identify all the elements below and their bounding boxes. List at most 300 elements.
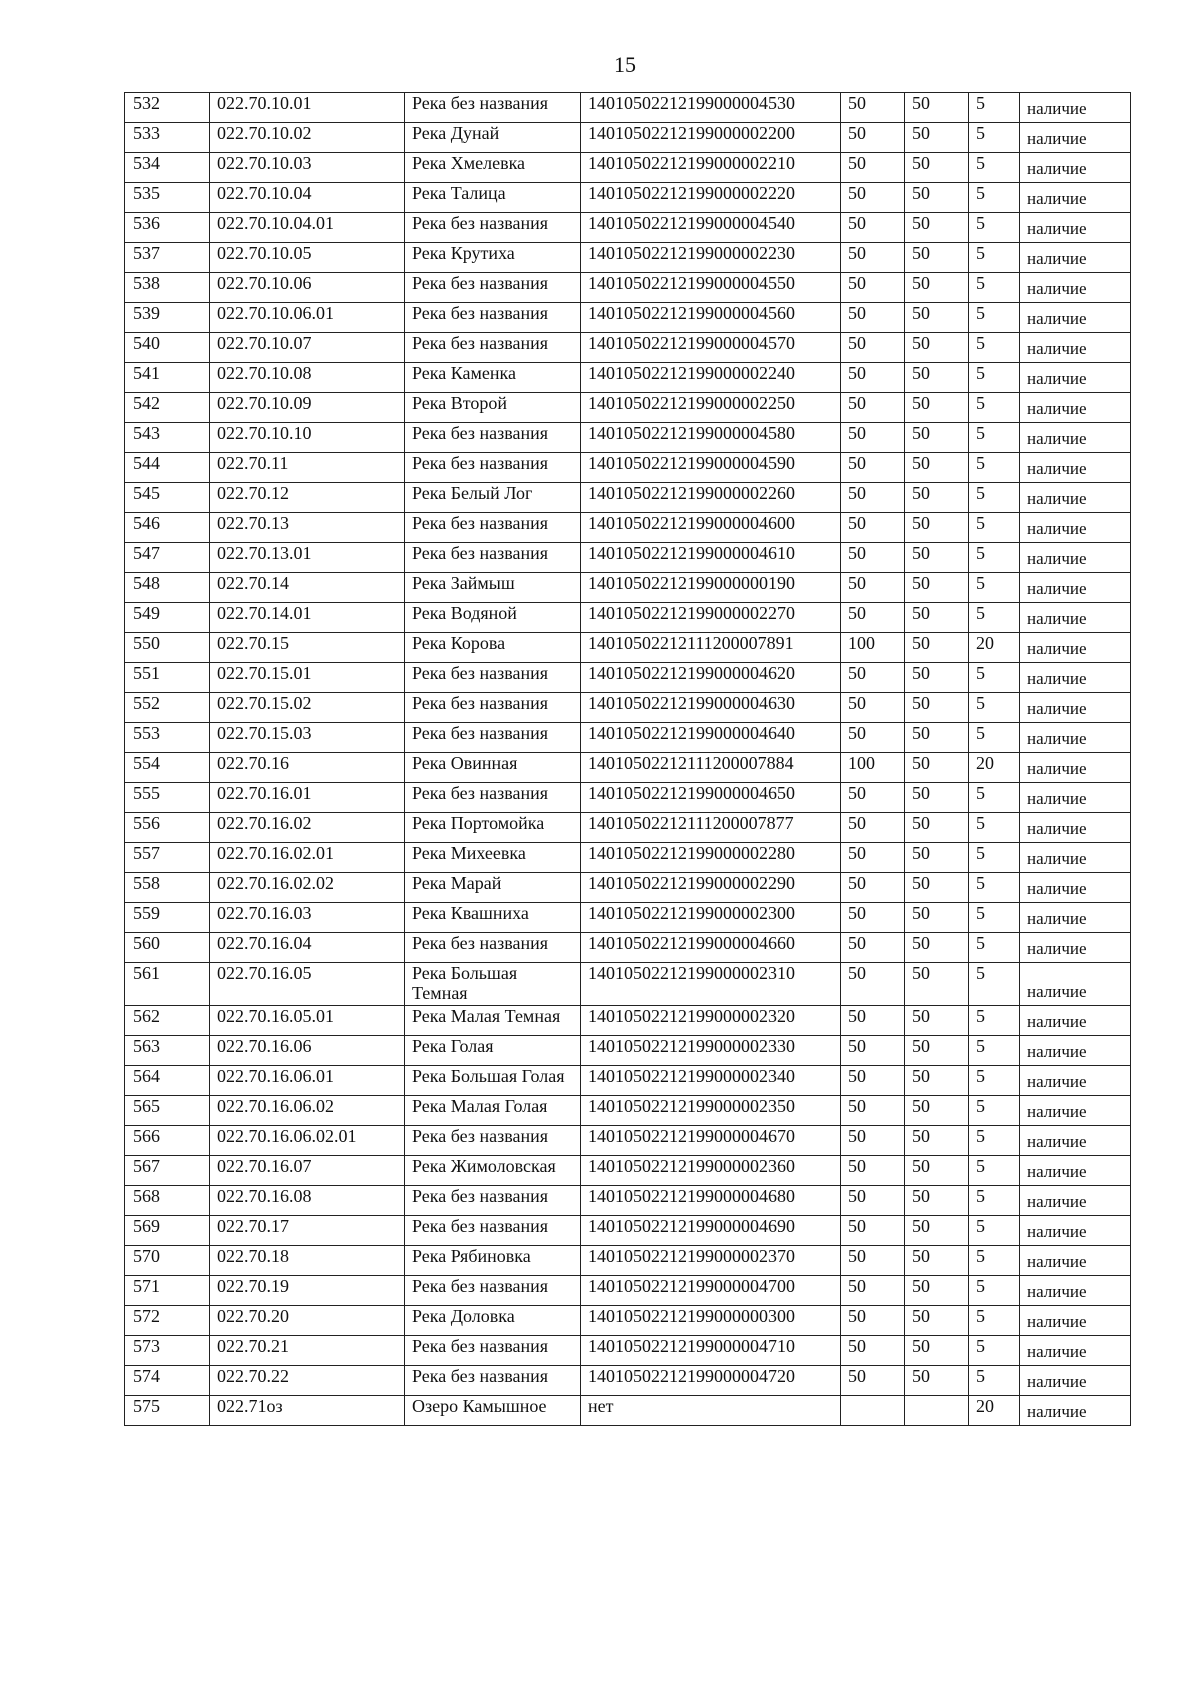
value-3-cell: 5	[969, 1096, 1020, 1126]
status-cell: наличие	[1020, 603, 1131, 633]
code-cell: 022.70.17	[210, 1216, 405, 1246]
value-2-cell: 50	[905, 753, 969, 783]
value-1-cell: 50	[841, 1186, 905, 1216]
water-body-name-cell: Река Большая Голая	[405, 1066, 581, 1096]
value-1-cell: 50	[841, 513, 905, 543]
water-body-name-cell: Река Займыш	[405, 573, 581, 603]
water-body-name-cell: Река Талица	[405, 183, 581, 213]
table-row	[125, 903, 1131, 933]
row-number-cell: 568	[125, 1186, 210, 1216]
value-3-cell: 5	[969, 963, 1020, 1006]
code-cell: 022.70.16.02	[210, 813, 405, 843]
table-row	[125, 1276, 1131, 1306]
registry-id-cell: 14010502212199000004690	[581, 1216, 841, 1246]
row-number-cell: 572	[125, 1306, 210, 1336]
table-row	[125, 213, 1131, 243]
value-2-cell: 50	[905, 873, 969, 903]
registry-id-cell: 14010502212199000004630	[581, 693, 841, 723]
registry-id-cell: 14010502212199000004650	[581, 783, 841, 813]
value-1-cell: 50	[841, 303, 905, 333]
table-row	[125, 423, 1131, 453]
value-1-cell: 50	[841, 1006, 905, 1036]
water-body-name-cell: Река Овинная	[405, 753, 581, 783]
status-cell: наличие	[1020, 663, 1131, 693]
water-body-name-cell: Река без названия	[405, 423, 581, 453]
code-cell: 022.70.13	[210, 513, 405, 543]
code-cell: 022.70.18	[210, 1246, 405, 1276]
water-body-name-cell: Река без названия	[405, 1186, 581, 1216]
value-2-cell: 50	[905, 513, 969, 543]
value-3-cell: 5	[969, 1246, 1020, 1276]
value-1-cell	[841, 1396, 905, 1426]
code-cell: 022.70.15.01	[210, 663, 405, 693]
row-number-cell: 559	[125, 903, 210, 933]
value-1-cell: 50	[841, 573, 905, 603]
table-row	[125, 303, 1131, 333]
code-cell: 022.70.10.05	[210, 243, 405, 273]
registry-id-cell: 14010502212111200007884	[581, 753, 841, 783]
table-row	[125, 723, 1131, 753]
registry-id-cell: 14010502212199000002250	[581, 393, 841, 423]
code-cell: 022.70.16.02.01	[210, 843, 405, 873]
row-number-cell: 563	[125, 1036, 210, 1066]
value-2-cell: 50	[905, 1066, 969, 1096]
registry-id-cell: 14010502212199000002200	[581, 123, 841, 153]
value-2-cell: 50	[905, 453, 969, 483]
status-cell: наличие	[1020, 183, 1131, 213]
value-2-cell: 50	[905, 1096, 969, 1126]
value-1-cell: 50	[841, 1336, 905, 1366]
value-2-cell: 50	[905, 603, 969, 633]
table-row	[125, 873, 1131, 903]
water-body-name-cell: Река без названия	[405, 723, 581, 753]
value-2-cell: 50	[905, 543, 969, 573]
row-number-cell: 549	[125, 603, 210, 633]
value-3-cell: 5	[969, 333, 1020, 363]
registry-id-cell: 14010502212199000004680	[581, 1186, 841, 1216]
row-number-cell: 541	[125, 363, 210, 393]
value-1-cell: 50	[841, 183, 905, 213]
status-cell: наличие	[1020, 393, 1131, 423]
water-body-name-cell: Река Доловка	[405, 1306, 581, 1336]
status-cell: наличие	[1020, 93, 1131, 123]
code-cell: 022.70.22	[210, 1366, 405, 1396]
value-3-cell: 5	[969, 873, 1020, 903]
code-cell: 022.70.10.07	[210, 333, 405, 363]
value-2-cell: 50	[905, 1126, 969, 1156]
registry-id-cell: 14010502212199000004660	[581, 933, 841, 963]
row-number-cell: 560	[125, 933, 210, 963]
value-2-cell: 50	[905, 183, 969, 213]
registry-id-cell: 14010502212199000002210	[581, 153, 841, 183]
water-body-name-cell: Река без названия	[405, 543, 581, 573]
value-1-cell: 50	[841, 783, 905, 813]
code-cell: 022.70.13.01	[210, 543, 405, 573]
water-body-name-cell: Река Второй	[405, 393, 581, 423]
code-cell: 022.70.12	[210, 483, 405, 513]
code-cell: 022.70.15	[210, 633, 405, 663]
registry-id-cell: 14010502212199000004620	[581, 663, 841, 693]
registry-id-cell: 14010502212199000004570	[581, 333, 841, 363]
water-body-name-cell: Река Белый Лог	[405, 483, 581, 513]
code-cell: 022.70.14	[210, 573, 405, 603]
code-cell: 022.70.14.01	[210, 603, 405, 633]
value-2-cell: 50	[905, 93, 969, 123]
row-number-cell: 548	[125, 573, 210, 603]
value-1-cell: 50	[841, 963, 905, 1006]
water-body-name-cell: Река без названия	[405, 1336, 581, 1366]
value-1-cell: 50	[841, 453, 905, 483]
water-body-name-cell: Река без названия	[405, 303, 581, 333]
registry-id-cell: 14010502212111200007877	[581, 813, 841, 843]
water-body-name-cell: Река Большая Темная	[405, 963, 581, 1006]
table-row	[125, 1066, 1131, 1096]
value-2-cell: 50	[905, 333, 969, 363]
status-cell: наличие	[1020, 1186, 1131, 1216]
value-2-cell: 50	[905, 273, 969, 303]
row-number-cell: 567	[125, 1156, 210, 1186]
status-cell: наличие	[1020, 1246, 1131, 1276]
table-row	[125, 753, 1131, 783]
value-3-cell: 5	[969, 723, 1020, 753]
water-body-name-cell: Река Портомойка	[405, 813, 581, 843]
row-number-cell: 534	[125, 153, 210, 183]
table-row	[125, 453, 1131, 483]
value-1-cell: 50	[841, 543, 905, 573]
registry-id-cell: 14010502212199000004670	[581, 1126, 841, 1156]
status-cell: наличие	[1020, 723, 1131, 753]
status-cell: наличие	[1020, 1096, 1131, 1126]
row-number-cell: 532	[125, 93, 210, 123]
status-cell: наличие	[1020, 1006, 1131, 1036]
water-body-name-cell: Река без названия	[405, 693, 581, 723]
registry-id-cell: 14010502212199000002320	[581, 1006, 841, 1036]
registry-id-cell: 14010502212199000004700	[581, 1276, 841, 1306]
registry-id-cell: 14010502212199000002260	[581, 483, 841, 513]
water-body-name-cell: Река без названия	[405, 783, 581, 813]
row-number-cell: 554	[125, 753, 210, 783]
code-cell: 022.70.16	[210, 753, 405, 783]
code-cell: 022.70.16.05.01	[210, 1006, 405, 1036]
value-1-cell: 50	[841, 873, 905, 903]
table-row	[125, 123, 1131, 153]
value-1-cell: 50	[841, 933, 905, 963]
row-number-cell: 550	[125, 633, 210, 663]
registry-id-cell: 14010502212199000002340	[581, 1066, 841, 1096]
table-row	[125, 843, 1131, 873]
value-1-cell: 50	[841, 1276, 905, 1306]
code-cell: 022.70.20	[210, 1306, 405, 1336]
water-body-name-cell: Река без названия	[405, 1276, 581, 1306]
status-cell: наличие	[1020, 273, 1131, 303]
value-3-cell: 5	[969, 693, 1020, 723]
status-cell: наличие	[1020, 963, 1131, 1006]
value-1-cell: 100	[841, 753, 905, 783]
value-2-cell: 50	[905, 843, 969, 873]
row-number-cell: 543	[125, 423, 210, 453]
code-cell: 022.70.16.07	[210, 1156, 405, 1186]
water-body-name-cell: Река Корова	[405, 633, 581, 663]
value-2-cell: 50	[905, 1006, 969, 1036]
value-1-cell: 50	[841, 153, 905, 183]
value-3-cell: 5	[969, 603, 1020, 633]
water-body-name-cell: Река без названия	[405, 933, 581, 963]
row-number-cell: 536	[125, 213, 210, 243]
status-cell: наличие	[1020, 453, 1131, 483]
value-3-cell: 5	[969, 663, 1020, 693]
table-row	[125, 963, 1131, 1006]
code-cell: 022.70.10.04.01	[210, 213, 405, 243]
value-1-cell: 50	[841, 1036, 905, 1066]
row-number-cell: 566	[125, 1126, 210, 1156]
value-1-cell: 50	[841, 1366, 905, 1396]
registry-id-cell: 14010502212199000004600	[581, 513, 841, 543]
row-number-cell: 558	[125, 873, 210, 903]
value-3-cell: 5	[969, 453, 1020, 483]
value-3-cell: 5	[969, 1066, 1020, 1096]
value-2-cell: 50	[905, 783, 969, 813]
row-number-cell: 538	[125, 273, 210, 303]
value-2-cell: 50	[905, 933, 969, 963]
value-1-cell: 50	[841, 123, 905, 153]
value-1-cell: 50	[841, 723, 905, 753]
water-body-name-cell: Река без названия	[405, 453, 581, 483]
row-number-cell: 557	[125, 843, 210, 873]
code-cell: 022.70.16.04	[210, 933, 405, 963]
table-row	[125, 393, 1131, 423]
code-cell: 022.70.16.06.02.01	[210, 1126, 405, 1156]
table-row	[125, 813, 1131, 843]
value-2-cell: 50	[905, 813, 969, 843]
status-cell: наличие	[1020, 903, 1131, 933]
value-1-cell: 50	[841, 273, 905, 303]
status-cell: наличие	[1020, 783, 1131, 813]
registry-id-cell: 14010502212199000004710	[581, 1336, 841, 1366]
table-row	[125, 633, 1131, 663]
status-cell: наличие	[1020, 933, 1131, 963]
table-row	[125, 1246, 1131, 1276]
row-number-cell: 545	[125, 483, 210, 513]
code-cell: 022.70.21	[210, 1336, 405, 1366]
value-3-cell: 5	[969, 243, 1020, 273]
value-1-cell: 50	[841, 1246, 905, 1276]
status-cell: наличие	[1020, 123, 1131, 153]
table-row	[125, 1336, 1131, 1366]
water-body-name-cell: Река Дунай	[405, 123, 581, 153]
table-row	[125, 363, 1131, 393]
status-cell: наличие	[1020, 213, 1131, 243]
water-body-name-cell: Река без названия	[405, 663, 581, 693]
row-number-cell: 533	[125, 123, 210, 153]
value-3-cell: 5	[969, 423, 1020, 453]
registry-id-cell: 14010502212199000004640	[581, 723, 841, 753]
registry-id-cell: 14010502212199000004550	[581, 273, 841, 303]
value-2-cell: 50	[905, 663, 969, 693]
row-number-cell: 564	[125, 1066, 210, 1096]
code-cell: 022.70.10.01	[210, 93, 405, 123]
registry-id-cell: нет	[581, 1396, 841, 1426]
value-1-cell: 50	[841, 1156, 905, 1186]
value-2-cell: 50	[905, 693, 969, 723]
table-row	[125, 153, 1131, 183]
code-cell: 022.70.10.04	[210, 183, 405, 213]
value-2-cell: 50	[905, 213, 969, 243]
code-cell: 022.70.16.03	[210, 903, 405, 933]
water-body-name-cell: Река Крутиха	[405, 243, 581, 273]
row-number-cell: 573	[125, 1336, 210, 1366]
value-2-cell: 50	[905, 633, 969, 663]
code-cell: 022.70.19	[210, 1276, 405, 1306]
code-cell: 022.70.10.08	[210, 363, 405, 393]
row-number-cell: 535	[125, 183, 210, 213]
table-row	[125, 513, 1131, 543]
table-row	[125, 573, 1131, 603]
value-1-cell: 50	[841, 1306, 905, 1336]
status-cell: наличие	[1020, 1216, 1131, 1246]
code-cell: 022.70.16.05	[210, 963, 405, 1006]
value-1-cell: 50	[841, 1066, 905, 1096]
value-3-cell: 5	[969, 483, 1020, 513]
value-2-cell: 50	[905, 1306, 969, 1336]
value-3-cell: 20	[969, 633, 1020, 663]
status-cell: наличие	[1020, 813, 1131, 843]
table-row	[125, 693, 1131, 723]
water-bodies-table	[124, 92, 1131, 1426]
value-3-cell: 5	[969, 153, 1020, 183]
value-2-cell: 50	[905, 1366, 969, 1396]
registry-id-cell: 14010502212199000004560	[581, 303, 841, 333]
water-body-name-cell: Река Водяной	[405, 603, 581, 633]
table-row	[125, 1156, 1131, 1186]
row-number-cell: 537	[125, 243, 210, 273]
table-row	[125, 783, 1131, 813]
value-3-cell: 5	[969, 1306, 1020, 1336]
table-row	[125, 273, 1131, 303]
value-3-cell: 20	[969, 1396, 1020, 1426]
value-2-cell: 50	[905, 303, 969, 333]
row-number-cell: 571	[125, 1276, 210, 1306]
status-cell: наличие	[1020, 1276, 1131, 1306]
row-number-cell: 561	[125, 963, 210, 1006]
value-2-cell: 50	[905, 1156, 969, 1186]
registry-id-cell: 14010502212199000002280	[581, 843, 841, 873]
value-1-cell: 50	[841, 843, 905, 873]
status-cell: наличие	[1020, 243, 1131, 273]
status-cell: наличие	[1020, 333, 1131, 363]
registry-id-cell: 14010502212111200007891	[581, 633, 841, 663]
value-3-cell: 5	[969, 1006, 1020, 1036]
registry-id-cell: 14010502212199000004580	[581, 423, 841, 453]
table-row	[125, 93, 1131, 123]
row-number-cell: 546	[125, 513, 210, 543]
status-cell: наличие	[1020, 1396, 1131, 1426]
value-3-cell: 5	[969, 843, 1020, 873]
status-cell: наличие	[1020, 1066, 1131, 1096]
registry-id-cell: 14010502212199000000300	[581, 1306, 841, 1336]
value-1-cell: 50	[841, 603, 905, 633]
registry-id-cell: 14010502212199000000190	[581, 573, 841, 603]
value-2-cell: 50	[905, 1246, 969, 1276]
registry-id-cell: 14010502212199000004720	[581, 1366, 841, 1396]
value-3-cell: 5	[969, 93, 1020, 123]
value-3-cell: 5	[969, 273, 1020, 303]
value-1-cell: 100	[841, 633, 905, 663]
registry-id-cell: 14010502212199000002230	[581, 243, 841, 273]
status-cell: наличие	[1020, 543, 1131, 573]
water-body-name-cell: Река Хмелевка	[405, 153, 581, 183]
table-row	[125, 1216, 1131, 1246]
registry-id-cell: 14010502212199000004590	[581, 453, 841, 483]
row-number-cell: 539	[125, 303, 210, 333]
row-number-cell: 574	[125, 1366, 210, 1396]
water-body-name-cell: Река без названия	[405, 213, 581, 243]
value-3-cell: 5	[969, 363, 1020, 393]
value-2-cell: 50	[905, 423, 969, 453]
value-2-cell: 50	[905, 153, 969, 183]
table-row	[125, 1096, 1131, 1126]
code-cell: 022.70.10.03	[210, 153, 405, 183]
value-1-cell: 50	[841, 423, 905, 453]
water-body-name-cell: Река без названия	[405, 513, 581, 543]
status-cell: наличие	[1020, 483, 1131, 513]
code-cell: 022.70.10.09	[210, 393, 405, 423]
value-1-cell: 50	[841, 903, 905, 933]
value-1-cell: 50	[841, 333, 905, 363]
status-cell: наличие	[1020, 1306, 1131, 1336]
registry-id-cell: 14010502212199000004530	[581, 93, 841, 123]
status-cell: наличие	[1020, 153, 1131, 183]
status-cell: наличие	[1020, 693, 1131, 723]
value-1-cell: 50	[841, 813, 905, 843]
water-body-name-cell: Река Каменка	[405, 363, 581, 393]
water-body-name-cell: Река Рябиновка	[405, 1246, 581, 1276]
code-cell: 022.71оз	[210, 1396, 405, 1426]
registry-id-cell: 14010502212199000002350	[581, 1096, 841, 1126]
status-cell: наличие	[1020, 633, 1131, 663]
registry-id-cell: 14010502212199000002220	[581, 183, 841, 213]
status-cell: наличие	[1020, 1126, 1131, 1156]
value-2-cell: 50	[905, 483, 969, 513]
value-3-cell: 5	[969, 1276, 1020, 1306]
value-3-cell: 5	[969, 183, 1020, 213]
value-2-cell	[905, 1396, 969, 1426]
code-cell: 022.70.16.01	[210, 783, 405, 813]
status-cell: наличие	[1020, 513, 1131, 543]
value-1-cell: 50	[841, 213, 905, 243]
value-3-cell: 5	[969, 813, 1020, 843]
registry-id-cell: 14010502212199000002330	[581, 1036, 841, 1066]
water-body-name-cell: Озеро Камышное	[405, 1396, 581, 1426]
value-2-cell: 50	[905, 573, 969, 603]
row-number-cell: 569	[125, 1216, 210, 1246]
value-3-cell: 5	[969, 1036, 1020, 1066]
value-3-cell: 5	[969, 1216, 1020, 1246]
value-3-cell: 5	[969, 543, 1020, 573]
registry-id-cell: 14010502212199000002310	[581, 963, 841, 1006]
water-body-name-cell: Река без названия	[405, 273, 581, 303]
code-cell: 022.70.11	[210, 453, 405, 483]
table-body	[125, 93, 1131, 1426]
value-3-cell: 5	[969, 903, 1020, 933]
value-3-cell: 5	[969, 1336, 1020, 1366]
code-cell: 022.70.15.03	[210, 723, 405, 753]
code-cell: 022.70.10.10	[210, 423, 405, 453]
code-cell: 022.70.16.02.02	[210, 873, 405, 903]
row-number-cell: 565	[125, 1096, 210, 1126]
data-table-container	[124, 92, 1130, 1426]
table-row	[125, 1036, 1131, 1066]
table-row	[125, 663, 1131, 693]
